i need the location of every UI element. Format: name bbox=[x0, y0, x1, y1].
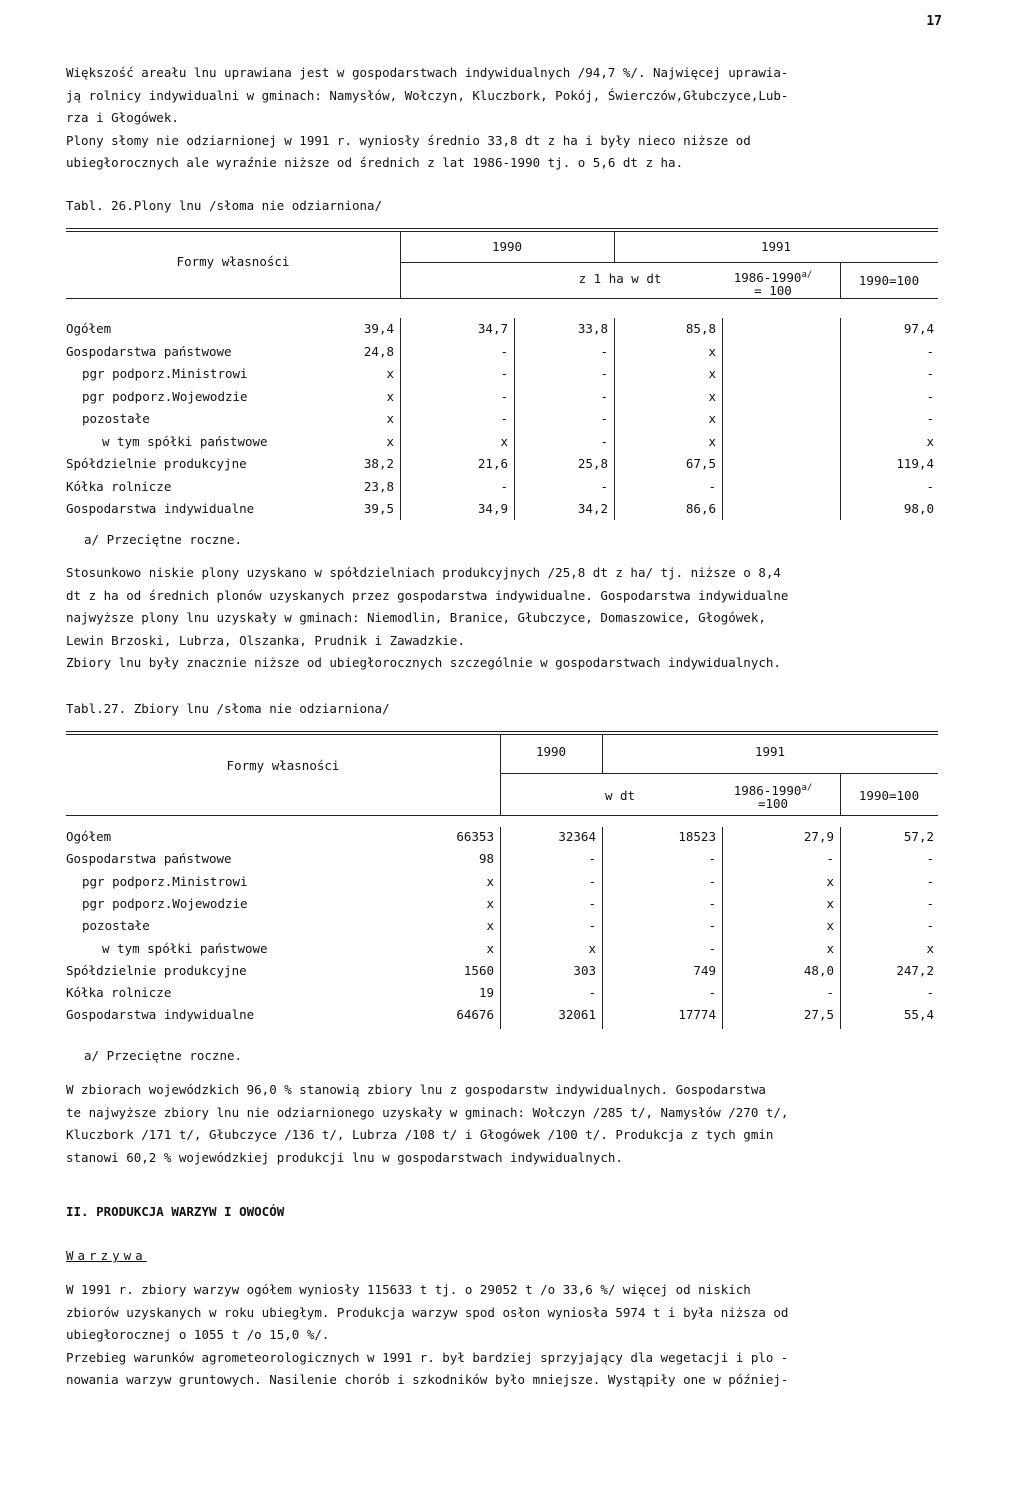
table-cell: 34,7 bbox=[477, 321, 508, 336]
table-cell: x bbox=[826, 918, 834, 934]
text-line: rza i Głogówek. bbox=[66, 110, 179, 125]
table-cell: - bbox=[588, 873, 596, 889]
row-label: Spółdzielnie produkcyjne bbox=[66, 962, 247, 978]
table-cell: x bbox=[386, 366, 394, 381]
table-rule bbox=[500, 773, 938, 774]
col-header-1991: 1991 bbox=[754, 744, 786, 759]
text-line: Przebieg warunków agrometeorologicznych w 1991 r. był bardziej sprzyjający dla wegetacji i plo - bbox=[66, 1349, 789, 1365]
table-cell: x bbox=[926, 433, 934, 449]
text-line: najwyższe plony lnu uzyskały w gminach: Niemodlin, Branice, Głubczyce, Domaszowice, Głogówek, bbox=[66, 610, 766, 625]
table-cell: x bbox=[486, 895, 494, 911]
row-label: pgr podporz.Wojewodzie bbox=[82, 388, 248, 404]
row-label: pgr podporz.Ministrowi bbox=[82, 366, 248, 381]
table-cell: - bbox=[500, 343, 508, 359]
col-header-1991: 1991 bbox=[760, 239, 792, 254]
table-cell: - bbox=[926, 895, 934, 911]
avg-label: 1986-1990 bbox=[733, 270, 802, 286]
table-cell: 39,4 bbox=[363, 321, 394, 336]
row-label: w tym spółki państwowe bbox=[102, 433, 268, 449]
col-header-avg-eq: = 100 bbox=[754, 283, 792, 298]
table-cell: - bbox=[588, 918, 596, 934]
table-cell: 18523 bbox=[678, 829, 716, 844]
table-cell: - bbox=[600, 343, 608, 359]
footnote-mark: a/ bbox=[801, 783, 813, 793]
table-cell: - bbox=[708, 918, 716, 934]
table-rule bbox=[66, 231, 938, 232]
table-rule bbox=[66, 731, 938, 732]
table-cell: x bbox=[386, 411, 394, 426]
table-cell: - bbox=[926, 411, 934, 426]
table-cell: 98,0 bbox=[903, 501, 934, 516]
table-row bbox=[66, 434, 938, 454]
col-header-1990: 1990 bbox=[535, 744, 567, 759]
table-row bbox=[66, 941, 938, 961]
table-cell: x bbox=[708, 411, 716, 426]
table-rule bbox=[66, 734, 938, 735]
table27-caption: Tabl.27. Zbiory lnu /słoma nie odziarniona/ bbox=[66, 701, 390, 716]
table-cell: 21,6 bbox=[477, 456, 508, 471]
table-cell: 34,9 bbox=[477, 501, 508, 516]
table-row bbox=[66, 851, 938, 871]
table-cell: - bbox=[708, 940, 716, 956]
table-cell: - bbox=[588, 985, 596, 1001]
table-cell: - bbox=[600, 433, 608, 449]
row-label: pgr podporz.Ministrowi bbox=[82, 873, 248, 889]
row-label: Gospodarstwa indywidualne bbox=[66, 1007, 255, 1023]
table-cell: 32061 bbox=[558, 1007, 596, 1023]
row-label: pgr podporz.Wojewodzie bbox=[82, 895, 248, 911]
text-line: W 1991 r. zbiory warzyw ogółem wyniosły 115633 t tj. o 29052 t /o 33,6 %/ więcej od niskich bbox=[66, 1282, 751, 1297]
subsection-heading: Warzywa bbox=[66, 1248, 147, 1263]
col-header-index: 1990=100 bbox=[858, 273, 920, 288]
table-cell: 25,8 bbox=[577, 456, 608, 471]
table-cell: 67,5 bbox=[685, 456, 716, 471]
text-line: Zbiory lnu były znacznie niższe od ubiegłorocznych szczególnie w gospodarstwach indywidualnych. bbox=[66, 655, 781, 670]
text-line: te najwyższe zbiory lnu nie odziarnionego uzyskały w gminach: Wołczyn /285 t/, Namysłów /270 t/, bbox=[66, 1104, 789, 1120]
table-cell: - bbox=[826, 985, 834, 1001]
row-label: pozostałe bbox=[82, 411, 150, 426]
table-cell: - bbox=[926, 478, 934, 494]
table26-footnote: a/ Przeciętne roczne. bbox=[84, 532, 243, 547]
table-rule bbox=[66, 228, 938, 229]
table-row bbox=[66, 411, 938, 431]
paragraph-2 bbox=[66, 562, 946, 675]
table-cell: - bbox=[708, 895, 716, 911]
row-label: Gospodarstwa państwowe bbox=[66, 343, 232, 359]
table-cell: x bbox=[386, 433, 394, 449]
table-row bbox=[66, 963, 938, 983]
col-header-unit: z 1 ha w dt bbox=[578, 271, 662, 286]
section-heading: II. PRODUKCJA WARZYW I OWOCÓW bbox=[66, 1204, 285, 1219]
table-cell: 85,8 bbox=[685, 321, 716, 336]
table-row bbox=[66, 321, 938, 341]
table-row bbox=[66, 344, 938, 364]
table-cell: - bbox=[926, 985, 934, 1001]
table-cell: x bbox=[486, 873, 494, 889]
table-row bbox=[66, 479, 938, 499]
table-cell: x bbox=[708, 343, 716, 359]
text-line: ubiegłorocznej o 1055 t /o 15,0 %/. bbox=[66, 1327, 330, 1342]
table-cell: - bbox=[588, 851, 596, 867]
table-cell: - bbox=[926, 366, 934, 381]
table-cell: x bbox=[486, 940, 494, 956]
table-cell: - bbox=[926, 873, 934, 889]
table-cell: 119,4 bbox=[896, 456, 934, 471]
row-label: Ogółem bbox=[66, 321, 112, 336]
table-cell: - bbox=[926, 851, 934, 867]
table-cell: - bbox=[708, 873, 716, 889]
table-cell: - bbox=[500, 478, 508, 494]
page-number: 17 bbox=[926, 14, 942, 29]
table-cell: 64676 bbox=[456, 1007, 494, 1023]
table-cell: 66353 bbox=[456, 829, 494, 844]
table-cell: 27,5 bbox=[803, 1007, 834, 1023]
table-row bbox=[66, 501, 938, 521]
table-cell: 55,4 bbox=[903, 1007, 934, 1023]
table-cell: 97,4 bbox=[903, 321, 934, 336]
text-line: dt z ha od średnich plonów uzyskanych przez gospodarstwa indywidualne. Gospodarstwa indywidualne bbox=[66, 587, 789, 603]
table-row bbox=[66, 1007, 938, 1027]
table-cell: x bbox=[826, 895, 834, 911]
table-cell: 303 bbox=[573, 962, 596, 978]
table27 bbox=[66, 731, 938, 1041]
table-cell: - bbox=[600, 366, 608, 381]
table-row bbox=[66, 874, 938, 894]
intro-paragraph bbox=[66, 62, 946, 175]
text-line: Większość areału lnu uprawiana jest w gospodarstwach indywidualnych /94,7 %/. Najwięcej uprawia- bbox=[66, 65, 789, 80]
text-line: ubiegłorocznych ale wyraźnie niższe od średnich z lat 1986-1990 tj. o 5,6 dt z ha. bbox=[66, 155, 684, 170]
table-cell: 17774 bbox=[678, 1007, 716, 1023]
text-line: nowania warzyw gruntowych. Nasilenie chorób i szkodników było mniejsze. Wystąpiły one w później- bbox=[66, 1372, 789, 1387]
table-cell: x bbox=[500, 433, 508, 449]
row-label: Gospodarstwa indywidualne bbox=[66, 501, 255, 516]
paragraph-4 bbox=[66, 1279, 946, 1392]
table-rule bbox=[66, 298, 938, 299]
table26-caption: Tabl. 26.Plony lnu /słoma nie odziarniona/ bbox=[66, 198, 383, 213]
row-label: Kółka rolnicze bbox=[66, 478, 172, 494]
table-cell: 1560 bbox=[463, 962, 494, 978]
text-line: stanowi 60,2 % wojewódzkiej produkcji lnu w gospodarstwach indywidualnych. bbox=[66, 1149, 623, 1165]
table-cell: x bbox=[826, 873, 834, 889]
row-label: Spółdzielnie produkcyjne bbox=[66, 456, 247, 471]
table-rule bbox=[400, 262, 938, 263]
table-cell: 247,2 bbox=[896, 962, 934, 978]
row-label: Kółka rolnicze bbox=[66, 985, 172, 1001]
table-cell: 32364 bbox=[558, 829, 596, 844]
text-line: Kluczbork /171 t/, Głubczyce /136 t/, Lubrza /108 t/ i Głogówek /100 t/. Produkcja z tych gmin bbox=[66, 1127, 774, 1142]
table-cell: - bbox=[600, 411, 608, 426]
col-header-forms: Formy własności bbox=[226, 758, 340, 773]
table-cell: x bbox=[486, 918, 494, 934]
col-header-forms: Formy własności bbox=[176, 254, 290, 269]
col-header-1990: 1990 bbox=[491, 239, 523, 254]
col-header-avg-eq: =100 bbox=[757, 796, 789, 811]
table-cell: - bbox=[600, 478, 608, 494]
avg-label: 1986-1990 bbox=[733, 783, 802, 799]
table-cell: 23,8 bbox=[363, 478, 394, 494]
text-line: Plony słomy nie odziarnionej w 1991 r. wyniosły średnio 33,8 dt z ha i były nieco niższe od bbox=[66, 132, 751, 148]
table-cell: - bbox=[500, 366, 508, 381]
text-line: Lewin Brzoski, Lubrza, Olszanka, Prudnik i Zawadzkie. bbox=[66, 632, 465, 648]
table-row bbox=[66, 366, 938, 386]
col-header-index: 1990=100 bbox=[858, 788, 920, 803]
table-cell: 39,5 bbox=[363, 501, 394, 516]
table-cell: - bbox=[588, 895, 596, 911]
table-rule bbox=[66, 815, 938, 816]
table-row bbox=[66, 918, 938, 938]
table27-footnote: a/ Przeciętne roczne. bbox=[84, 1048, 243, 1063]
table-cell: - bbox=[600, 388, 608, 404]
table-cell: - bbox=[500, 388, 508, 404]
table-cell: - bbox=[926, 918, 934, 934]
text-line: Stosunkowo niskie plony uzyskano w spółdzielniach produkcyjnych /25,8 dt z ha/ tj. niższe o 8,4 bbox=[66, 565, 781, 580]
text-line: ją rolnicy indywidualni w gminach: Namysłów, Wołczyn, Kluczbork, Pokój, Świerczów,Głubczyce,Lub- bbox=[66, 87, 789, 103]
row-label: Ogółem bbox=[66, 829, 112, 844]
row-label: pozostałe bbox=[82, 918, 150, 934]
table-cell: - bbox=[708, 478, 716, 494]
table-cell: - bbox=[708, 985, 716, 1001]
table-cell: - bbox=[500, 411, 508, 426]
col-header-unit: w dt bbox=[604, 788, 636, 803]
table-cell: - bbox=[926, 388, 934, 404]
table-row bbox=[66, 389, 938, 409]
table-cell: 24,8 bbox=[363, 343, 394, 359]
table-cell: x bbox=[708, 433, 716, 449]
table-cell: - bbox=[926, 343, 934, 359]
table-cell: 33,8 bbox=[577, 321, 608, 336]
table-row bbox=[66, 896, 938, 916]
table-cell: x bbox=[708, 388, 716, 404]
table-cell: 19 bbox=[478, 985, 494, 1001]
table-row bbox=[66, 829, 938, 849]
table-cell: x bbox=[386, 388, 394, 404]
table-cell: 749 bbox=[693, 962, 716, 978]
table-cell: x bbox=[926, 940, 934, 956]
paragraph-3 bbox=[66, 1079, 946, 1169]
table-row bbox=[66, 985, 938, 1005]
table-cell: 38,2 bbox=[363, 456, 394, 471]
table-cell: x bbox=[826, 940, 834, 956]
footnote-mark: a/ bbox=[801, 270, 813, 280]
table-cell: x bbox=[708, 366, 716, 381]
text-line: W zbiorach wojewódzkich 96,0 % stanowią zbiory lnu z gospodarstw indywidualnych. Gospodarstwa bbox=[66, 1082, 766, 1097]
table-cell: 34,2 bbox=[577, 501, 608, 516]
table-cell: 86,6 bbox=[685, 501, 716, 516]
table26 bbox=[66, 228, 938, 528]
table-cell: - bbox=[708, 851, 716, 867]
table-cell: 98 bbox=[478, 851, 494, 867]
row-label: Gospodarstwa państwowe bbox=[66, 851, 232, 867]
table-row bbox=[66, 456, 938, 476]
row-label: w tym spółki państwowe bbox=[102, 940, 268, 956]
table-cell: 48,0 bbox=[803, 962, 834, 978]
table-cell: 57,2 bbox=[903, 829, 934, 844]
table-cell: - bbox=[826, 851, 834, 867]
text-line: zbiorów uzyskanych w roku ubiegłym. Produkcja warzyw spod osłon wyniosła 5974 t i była niższa od bbox=[66, 1304, 789, 1320]
table-cell: 27,9 bbox=[803, 829, 834, 844]
table-cell: x bbox=[588, 940, 596, 956]
